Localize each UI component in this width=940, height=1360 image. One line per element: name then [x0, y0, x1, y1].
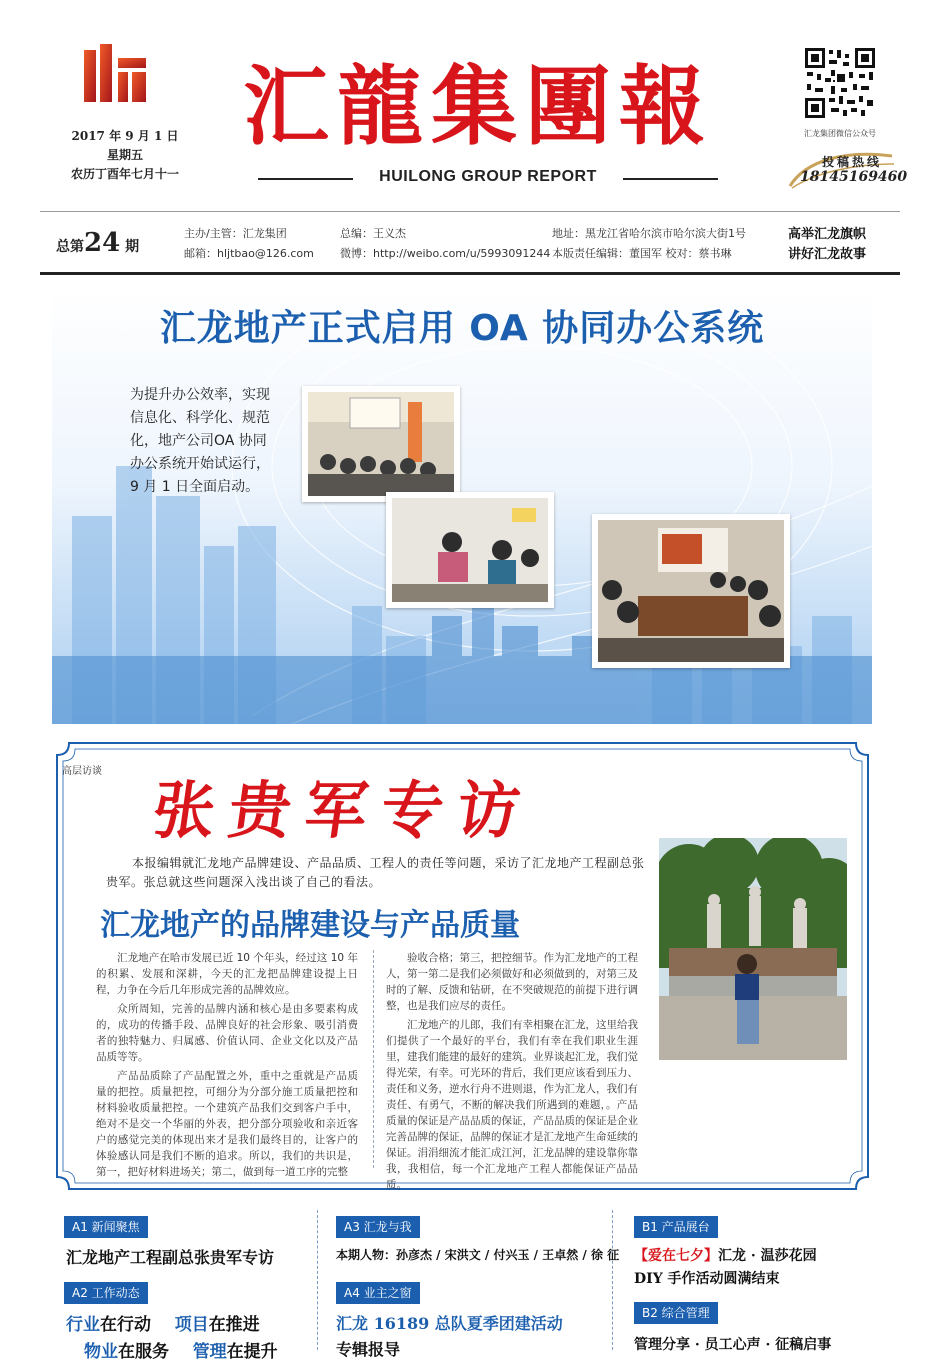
hero-oa-article [52, 286, 872, 724]
lunar-date: 农历丁酉年七月十一 [70, 167, 179, 181]
b1-headline-line-1[interactable]: 【爱在七夕】汇龙 · 温莎花园 [634, 1248, 817, 1264]
a4-headline-line-2[interactable]: 专辑报导 [336, 1340, 401, 1359]
b2-headline[interactable]: 管理分享 · 员工心声 · 征稿启事 [634, 1337, 832, 1353]
address-info [552, 224, 746, 264]
article-paragraph: 汇龙地产的儿郎，我们有幸相聚在汇龙，这里给我们提供了一个最好的平台，我们有幸在我们职业生涯里，建我们能建的最好的建筑。业界谈起汇龙，我们觉得光荣，有幸。可光环的背后，我们更应该看到压力、责任和义务，逆水行舟不进则退，作为汇龙人，我们有责任、有勇气，不断的解决我们所遇到的难题，。产品质量的保证是产品品质的保证，产品品质的保证是企业完善品牌的保证，品牌的保证才是汇龙地产生命延续的保证。涓涓细流才能汇成江河，汇龙品牌的建设靠你靠我，我相信，每一个汇龙地产工程人都能保证产品品质。 [386, 1019, 638, 1191]
issue-date: 2017 年 9 月 1 日 [71, 129, 179, 143]
section-tag-a3[interactable]: A3 汇龙与我 [336, 1216, 420, 1238]
header-divider-bottom [40, 272, 900, 275]
interview-intro: 本报编辑就汇龙地产品牌建设、产品品质、工程人的责任等问题，采访了汇龙地产工程副总张贵军。张总就这些问题深入浅出谈了自己的看法。 [106, 856, 645, 889]
editor-info [340, 224, 550, 264]
newspaper-title: 汇龍集團報 [243, 56, 713, 157]
article-paragraph: 众所周知，完善的品牌内涵和核心是由多要素构成的，成功的传播手段、品牌良好的社会形象、吸引消费者的独特魅力、归属感、价值认同、企业文化以及产品品质等等。 [96, 1003, 358, 1063]
issue-number [56, 228, 139, 258]
weibo-link[interactable]: 微博：http://weibo.com/u/5993091244 [340, 247, 551, 260]
article-column-1 [96, 950, 358, 1183]
b1-headline-line-2[interactable]: DIY 手作活动圆满结束 [634, 1271, 780, 1287]
a1-headline[interactable]: 汇龙地产工程副总张贵军专访 [66, 1248, 275, 1267]
hotline-number: 18145169460 [800, 169, 908, 185]
a2-headline-line-2[interactable]: 物业在服务 管理在提升 [84, 1342, 278, 1360]
chief-editor: 总编：王义杰 [340, 227, 406, 240]
meeting-photo-2 [386, 492, 554, 608]
sponsor: 主办/主管：汇龙集团 [184, 227, 287, 240]
column-divider [373, 950, 374, 1168]
english-title-row [258, 168, 718, 190]
section-tag-b1[interactable]: B1 产品展台 [634, 1216, 718, 1238]
index-divider-2 [612, 1210, 613, 1350]
huilong-logo [84, 44, 148, 104]
sponsor-info [184, 224, 314, 264]
a3-headline[interactable]: 本期人物：孙彦杰 / 宋洪文 / 付兴玉 / 王卓然 / 徐 征 [336, 1248, 620, 1262]
article-paragraph: 验收合格；第三，把控细节。作为汇龙地产的工程人，第一第二是我们必须做好和必须做到的，对第三及时的了解、反馈和钻研，在不突破规范的前提下进行调整，也是我们应尽的责任。 [386, 952, 638, 1012]
issue-date-block [50, 127, 200, 184]
issue-suffix: 期 [125, 239, 140, 255]
interview-headline [150, 762, 590, 852]
header-divider-top [40, 211, 900, 212]
hero-summary: 为提升办公效率，实现信息化、科学化、规范化，地产公司OA 协同办公系统开始试运行，9 月 1 日全面启动。 [130, 387, 270, 495]
interview-headline-text: 张贵军专访 [150, 774, 539, 847]
issue-prefix: 总第 [56, 239, 84, 255]
issue-weekday: 星期五 [106, 148, 143, 162]
section-tag-a1[interactable]: A1 新闻聚焦 [64, 1216, 148, 1238]
email[interactable]: 邮箱：hljtbao@126.com [184, 247, 314, 260]
article-column-2 [386, 950, 638, 1196]
meeting-photo-1 [302, 386, 460, 502]
article-paragraph: 产品品质除了产品配置之外，重中之重就是产品质量的把控。质量把控，可细分为分部分施工质量把控和材料验收质量把控。一个建筑产品我们交到客户手中，绝对不是交一个华丽的外表，把分部分项验收和亲近客户的感觉完美的体现出来才是我们最终目的，让客户的体验感认同是我们不断的追求。所以，我们的共识是，第一，把好材料进场关；第二，做到每一道工序的完整 [96, 1070, 358, 1178]
a2-headline-line-1[interactable]: 行业在行动 项目在推进 [66, 1315, 260, 1335]
wechat-qr-code[interactable] [803, 46, 877, 120]
section-tag-a4[interactable]: A4 业主之窗 [336, 1282, 420, 1304]
issue-number-value: 24 [84, 228, 121, 258]
a4-headline-line-1[interactable]: 汇龙 16189 总队夏季团建活动 [336, 1314, 563, 1333]
address: 地址：黑龙江省哈尔滨市哈尔滨大街1号 [552, 227, 746, 240]
meeting-photo-3 [592, 514, 790, 668]
section-label-interview: 高层访谈 [62, 766, 102, 777]
slogan [788, 225, 866, 265]
section-tag-a2[interactable]: A2 工作动态 [64, 1282, 148, 1304]
qr-caption: 汇龙集团微信公众号 [804, 129, 876, 138]
slogan-line-1: 高举汇龙旗帜 [788, 227, 867, 242]
article-title: 汇龙地产的品牌建设与产品质量 [100, 908, 520, 943]
section-tag-b2[interactable]: B2 综合管理 [634, 1302, 718, 1324]
article-paragraph: 汇龙地产在哈市发展已近 10 个年头，经过这 10 年的积累、发展和深耕，今天的汇龙把品牌建设提上日程，力争在今后几年形成完善的品牌效应。 [96, 952, 358, 996]
responsible-editors: 本版责任编辑：董国军 校对：蔡书琳 [552, 247, 732, 260]
slogan-line-2: 讲好汇龙故事 [788, 247, 867, 262]
hotline-label: 投稿热线 [822, 155, 883, 169]
hero-headline: 汇龙地产正式启用 OA 协同办公系统 [159, 308, 765, 349]
index-divider-1 [317, 1210, 318, 1350]
newspaper-title-english: HUILONG GROUP REPORT [379, 168, 597, 185]
interviewee-portrait-photo [659, 838, 847, 1060]
